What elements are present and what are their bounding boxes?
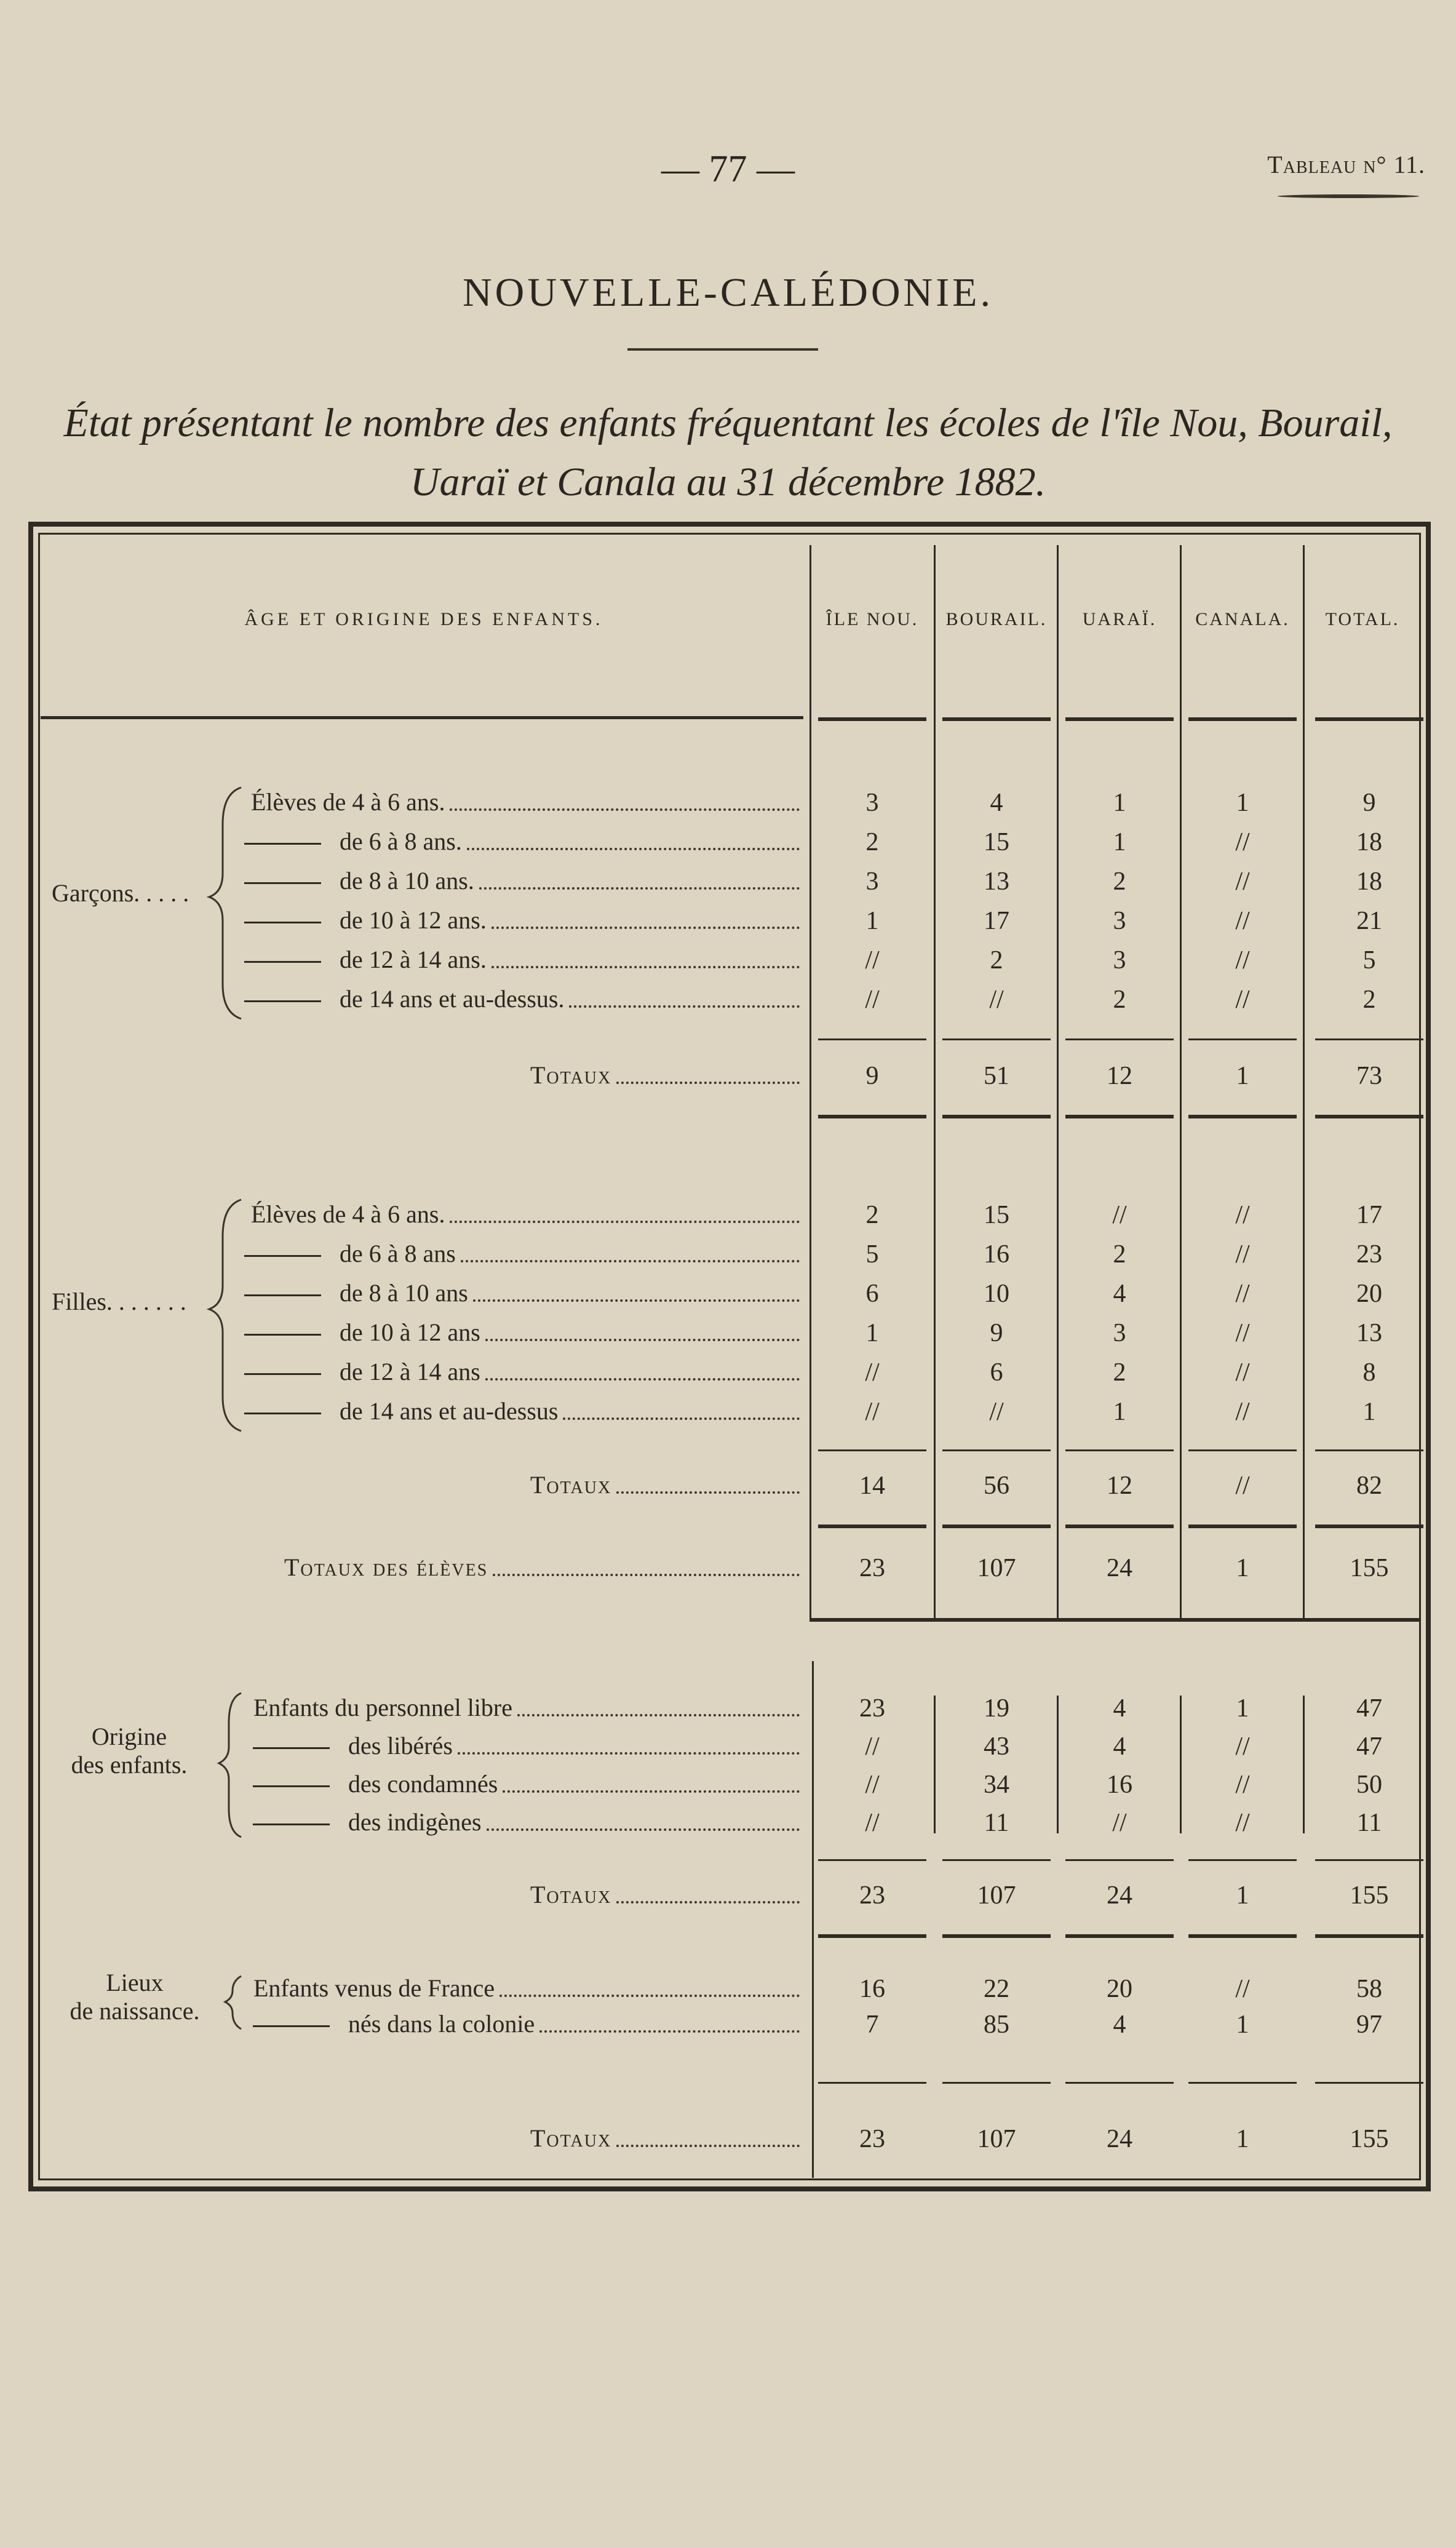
dotted-leader bbox=[539, 2030, 800, 2033]
row-label: Enfants du personnel libre bbox=[253, 1694, 512, 1721]
cell-ile-nou: 5 bbox=[865, 1240, 879, 1269]
rule-lieux-subtotal-total bbox=[1315, 2082, 1423, 2084]
cell-canala: 1 bbox=[1236, 1881, 1249, 1910]
cell-bourail: 107 bbox=[977, 2125, 1016, 2153]
cell-bourail: // bbox=[989, 1398, 1004, 1426]
rule-filles-subtotal-canala bbox=[1188, 1449, 1297, 1451]
rule-lieux-subtotal-ile-nou bbox=[818, 2082, 926, 2084]
rule-origine-subtotal-uarai bbox=[1065, 1859, 1174, 1861]
cell-total: 17 bbox=[1356, 1201, 1382, 1229]
cell-total: 8 bbox=[1363, 1358, 1376, 1387]
rule-eleves-bottom bbox=[810, 1618, 1421, 1622]
cell-total: 73 bbox=[1356, 1062, 1382, 1090]
column-header-ile-nou: ÎLE NOU. bbox=[825, 609, 919, 629]
row-label: Élèves de 4 à 6 ans. bbox=[251, 788, 445, 816]
cell-canala: // bbox=[1235, 1240, 1250, 1269]
leader-dash bbox=[244, 1255, 321, 1257]
cell-bourail: 10 bbox=[984, 1280, 1009, 1308]
dotted-leader bbox=[467, 848, 800, 850]
dotted-leader bbox=[485, 1339, 800, 1341]
cell-bourail: 15 bbox=[984, 1201, 1009, 1229]
cell-bourail: 6 bbox=[990, 1358, 1003, 1387]
group-label-filles: Filles. . . . . . . bbox=[52, 1288, 186, 1315]
rule-lieux-subtotal-bourail bbox=[942, 2082, 1051, 2084]
cell-total: 5 bbox=[1363, 946, 1376, 975]
dotted-leader bbox=[450, 1221, 800, 1223]
row-label: de 12 à 14 ans. bbox=[340, 946, 487, 973]
cell-canala: 1 bbox=[1236, 1554, 1249, 1582]
dotted-leader bbox=[563, 1417, 800, 1420]
cell-ile-nou: // bbox=[865, 986, 880, 1014]
rule-filles-subtotal-uarai bbox=[1065, 1449, 1174, 1451]
row-label: Totaux bbox=[530, 1881, 612, 1908]
cell-ile-nou: 9 bbox=[865, 1062, 879, 1090]
cell-uarai: 1 bbox=[1113, 1398, 1126, 1426]
rule-garcons-total-ile-nou bbox=[818, 1115, 926, 1118]
dotted-leader bbox=[616, 1082, 800, 1084]
rule-garcons-total-canala bbox=[1188, 1115, 1297, 1118]
dotted-leader bbox=[493, 1574, 800, 1576]
dotted-leader bbox=[517, 1714, 800, 1716]
leader-dash bbox=[244, 882, 321, 884]
cell-canala: // bbox=[1235, 1398, 1250, 1426]
group-label-origine bbox=[55, 1723, 203, 1779]
cell-uarai: 1 bbox=[1113, 789, 1126, 817]
dotted-leader bbox=[491, 966, 800, 968]
row-label: de 14 ans et au-dessus. bbox=[340, 985, 565, 1013]
row-label: Enfants venus de France bbox=[253, 1974, 495, 2002]
title-rule bbox=[627, 348, 818, 351]
leader-dash bbox=[244, 1000, 321, 1002]
cell-total: 18 bbox=[1356, 867, 1382, 896]
dotted-leader bbox=[461, 1260, 800, 1262]
cell-ile-nou: // bbox=[865, 946, 880, 975]
leader-dash bbox=[253, 1824, 330, 1825]
cell-total: 23 bbox=[1356, 1240, 1382, 1269]
row-label: de 12 à 14 ans bbox=[340, 1358, 480, 1385]
cell-total: 155 bbox=[1350, 1554, 1389, 1582]
rule-garcons-subtotal-uarai bbox=[1065, 1038, 1174, 1040]
leader-dash bbox=[244, 1413, 321, 1414]
rule-origine-total-canala bbox=[1188, 1934, 1297, 1938]
rule-lieux-subtotal-canala bbox=[1188, 2082, 1297, 2084]
row-label: de 6 à 8 ans. bbox=[340, 827, 462, 855]
cell-bourail: 17 bbox=[984, 907, 1009, 935]
dotted-leader bbox=[616, 2145, 800, 2147]
cell-bourail: 9 bbox=[990, 1319, 1003, 1347]
cell-ile-nou: 2 bbox=[865, 1201, 879, 1229]
cell-canala: // bbox=[1235, 1280, 1250, 1308]
group-label-lieux-line-2: de naissance. bbox=[70, 1997, 200, 2025]
cell-canala: // bbox=[1235, 867, 1250, 896]
column-header-total: TOTAL. bbox=[1325, 609, 1400, 629]
column-separator-lower-3 bbox=[1057, 1696, 1059, 1833]
row-label: de 10 à 12 ans. bbox=[340, 906, 487, 934]
dotted-leader bbox=[473, 1299, 800, 1302]
dotted-leader bbox=[485, 1378, 800, 1381]
cell-ile-nou: 1 bbox=[865, 1319, 879, 1347]
table-frame-inner bbox=[38, 533, 1421, 2180]
subtitle bbox=[62, 394, 1394, 512]
row-label: de 8 à 10 ans. bbox=[340, 867, 474, 895]
cell-total: 47 bbox=[1356, 1694, 1382, 1723]
cell-ile-nou: // bbox=[865, 1771, 880, 1799]
cell-canala: // bbox=[1235, 1201, 1250, 1229]
rule-header-canala bbox=[1188, 717, 1297, 721]
rule-header-uarai bbox=[1065, 717, 1174, 721]
cell-uarai: 2 bbox=[1113, 1358, 1126, 1387]
cell-bourail: 4 bbox=[990, 789, 1003, 817]
dotted-leader bbox=[487, 1828, 800, 1831]
rule-origine-total-total bbox=[1315, 1934, 1423, 1938]
cell-total: 20 bbox=[1356, 1280, 1382, 1308]
cell-total: 97 bbox=[1356, 2011, 1382, 2039]
cell-total: 11 bbox=[1356, 1809, 1382, 1837]
group-label-lieux-line-1: Lieux bbox=[106, 1969, 164, 1996]
cell-total: 50 bbox=[1356, 1771, 1382, 1799]
cell-uarai: 12 bbox=[1107, 1062, 1132, 1090]
cell-canala: 1 bbox=[1236, 1062, 1249, 1090]
cell-bourail: 34 bbox=[984, 1771, 1009, 1799]
rule-origine-total-ile-nou bbox=[818, 1934, 926, 1938]
leader-dash bbox=[244, 1373, 321, 1375]
rule-origine-subtotal-bourail bbox=[942, 1859, 1051, 1861]
dotted-leader bbox=[479, 887, 800, 890]
cell-ile-nou: 6 bbox=[865, 1280, 879, 1308]
subtitle-line-1: État présentant le nombre des enfants fréquentant les écoles de l'île Nou, Bourail, bbox=[63, 401, 1393, 445]
cell-bourail: 16 bbox=[984, 1240, 1009, 1269]
row-label: des condamnés bbox=[348, 1770, 498, 1798]
cell-ile-nou: 16 bbox=[859, 1975, 885, 2003]
column-separator-1 bbox=[810, 545, 811, 1620]
cell-total: 18 bbox=[1356, 828, 1382, 856]
row-label: de 10 à 12 ans bbox=[340, 1318, 480, 1346]
cell-canala: // bbox=[1235, 1771, 1250, 1799]
cell-canala: 1 bbox=[1236, 2011, 1249, 2039]
cell-ile-nou: 3 bbox=[865, 867, 879, 896]
rule-filles-total-canala bbox=[1188, 1525, 1297, 1528]
group-label-garcons: Garçons. . . . . bbox=[52, 879, 189, 907]
cell-uarai: 20 bbox=[1107, 1975, 1132, 2003]
cell-uarai: 4 bbox=[1113, 1694, 1126, 1723]
column-separator-lower-5 bbox=[1303, 1696, 1305, 1833]
dotted-leader bbox=[503, 1790, 800, 1793]
column-separator-lower-2 bbox=[934, 1696, 936, 1833]
row-label: Élèves de 4 à 6 ans. bbox=[251, 1200, 445, 1228]
rule-origine-total-uarai bbox=[1065, 1934, 1174, 1938]
cell-bourail: 15 bbox=[984, 828, 1009, 856]
cell-ile-nou: 23 bbox=[859, 2125, 885, 2153]
rule-origine-total-bourail bbox=[942, 1934, 1051, 1938]
cell-uarai: 3 bbox=[1113, 907, 1126, 935]
rule-filles-subtotal-total bbox=[1315, 1449, 1423, 1451]
cell-canala: // bbox=[1235, 1975, 1250, 2003]
cell-ile-nou: 23 bbox=[859, 1554, 885, 1582]
cell-uarai: 4 bbox=[1113, 2011, 1126, 2039]
cell-uarai: 3 bbox=[1113, 1319, 1126, 1347]
rule-filles-total-bourail bbox=[942, 1525, 1051, 1528]
cell-total: 1 bbox=[1363, 1398, 1376, 1426]
cell-total: 21 bbox=[1356, 907, 1382, 935]
rule-garcons-subtotal-bourail bbox=[942, 1038, 1051, 1040]
dotted-leader bbox=[450, 808, 800, 811]
dotted-leader bbox=[569, 1005, 800, 1008]
table-reference: Tableau n° 11. bbox=[1267, 151, 1425, 178]
cell-bourail: 107 bbox=[977, 1554, 1016, 1582]
rule-filles-subtotal-ile-nou bbox=[818, 1449, 926, 1451]
dotted-leader bbox=[616, 1901, 800, 1903]
cell-uarai: 24 bbox=[1107, 2125, 1132, 2153]
cell-bourail: 85 bbox=[984, 2011, 1009, 2039]
cell-ile-nou: // bbox=[865, 1809, 880, 1837]
cell-ile-nou: 1 bbox=[865, 907, 879, 935]
cell-bourail: // bbox=[989, 986, 1004, 1014]
cell-bourail: 43 bbox=[984, 1732, 1009, 1761]
rule-header-left bbox=[41, 716, 803, 719]
column-separator-2 bbox=[934, 545, 936, 1620]
cell-canala: // bbox=[1235, 907, 1250, 935]
cell-uarai: // bbox=[1112, 1809, 1127, 1837]
page-title: NOUVELLE-CALÉDONIE. bbox=[463, 270, 993, 315]
cell-uarai: // bbox=[1112, 1201, 1127, 1229]
rule-filles-subtotal-bourail bbox=[942, 1449, 1051, 1451]
leader-dash bbox=[244, 1294, 321, 1296]
cell-uarai: 4 bbox=[1113, 1732, 1126, 1761]
cell-ile-nou: 23 bbox=[859, 1694, 885, 1723]
column-separator-3 bbox=[1057, 545, 1059, 1620]
row-label: Totaux des élèves bbox=[284, 1553, 488, 1581]
cell-ile-nou: 3 bbox=[865, 789, 879, 817]
rule-garcons-subtotal-total bbox=[1315, 1038, 1423, 1040]
leader-dash bbox=[253, 2025, 330, 2027]
cell-bourail: 11 bbox=[984, 1809, 1009, 1837]
rule-header-total bbox=[1315, 717, 1423, 721]
cell-canala: 1 bbox=[1236, 2125, 1249, 2153]
cell-uarai: 2 bbox=[1113, 867, 1126, 896]
leader-dash bbox=[244, 922, 321, 923]
rule-filles-total-uarai bbox=[1065, 1525, 1174, 1528]
row-label: des libérés bbox=[348, 1732, 453, 1760]
leader-dash bbox=[244, 843, 321, 845]
row-label: Totaux bbox=[530, 2124, 612, 2152]
leader-dash bbox=[253, 1747, 330, 1749]
cell-canala: // bbox=[1235, 1319, 1250, 1347]
column-separator-5 bbox=[1303, 545, 1305, 1620]
cell-uarai: 12 bbox=[1107, 1472, 1132, 1500]
table-reference-underline bbox=[1278, 194, 1419, 198]
row-label: de 8 à 10 ans bbox=[340, 1279, 468, 1307]
column-header-canala: CANALA. bbox=[1195, 609, 1290, 629]
cell-total: 155 bbox=[1350, 2125, 1389, 2153]
cell-uarai: 2 bbox=[1113, 1240, 1126, 1269]
subtitle-line-2: Uaraï et Canala au 31 décembre 1882. bbox=[410, 460, 1046, 504]
column-separator-lower-4 bbox=[1180, 1696, 1182, 1833]
cell-uarai: 24 bbox=[1107, 1554, 1132, 1582]
rule-origine-subtotal-total bbox=[1315, 1859, 1423, 1861]
rule-garcons-total-uarai bbox=[1065, 1115, 1174, 1118]
dotted-leader bbox=[499, 1995, 800, 1997]
cell-total: 58 bbox=[1356, 1975, 1382, 2003]
cell-ile-nou: 2 bbox=[865, 828, 879, 856]
cell-uarai: 4 bbox=[1113, 1280, 1126, 1308]
dotted-leader bbox=[491, 927, 800, 929]
row-label: Totaux bbox=[530, 1471, 612, 1499]
cell-canala: // bbox=[1235, 946, 1250, 975]
cell-bourail: 56 bbox=[984, 1472, 1009, 1500]
rule-garcons-total-bourail bbox=[942, 1115, 1051, 1118]
column-separator-lower-1 bbox=[812, 1661, 814, 2178]
cell-bourail: 2 bbox=[990, 946, 1003, 975]
cell-canala: // bbox=[1235, 828, 1250, 856]
cell-total: 2 bbox=[1363, 986, 1376, 1014]
cell-bourail: 51 bbox=[984, 1062, 1009, 1090]
rule-origine-subtotal-ile-nou bbox=[818, 1859, 926, 1861]
column-header-label: ÂGE ET ORIGINE DES ENFANTS. bbox=[244, 609, 603, 629]
leader-dash bbox=[253, 1785, 330, 1787]
cell-canala: // bbox=[1235, 986, 1250, 1014]
rule-garcons-total-total bbox=[1315, 1115, 1423, 1118]
group-label-origine-line-1: Origine bbox=[91, 1723, 167, 1750]
cell-canala: 1 bbox=[1236, 1694, 1249, 1723]
cell-canala: // bbox=[1235, 1809, 1250, 1837]
rule-garcons-subtotal-canala bbox=[1188, 1038, 1297, 1040]
cell-bourail: 13 bbox=[984, 867, 1009, 896]
row-label: Totaux bbox=[530, 1061, 612, 1089]
row-label: nés dans la colonie bbox=[348, 2010, 535, 2038]
leader-dash bbox=[244, 961, 321, 963]
cell-canala: 1 bbox=[1236, 789, 1249, 817]
rule-filles-total-total bbox=[1315, 1525, 1423, 1528]
cell-canala: // bbox=[1235, 1732, 1250, 1761]
cell-total: 47 bbox=[1356, 1732, 1382, 1761]
cell-uarai: 2 bbox=[1113, 986, 1126, 1014]
rule-header-ile-nou bbox=[818, 717, 926, 721]
column-separator-4 bbox=[1180, 545, 1182, 1620]
cell-ile-nou: 23 bbox=[859, 1881, 885, 1910]
page-number: — 77 — bbox=[661, 148, 795, 190]
cell-ile-nou: // bbox=[865, 1358, 880, 1387]
cell-total: 82 bbox=[1356, 1472, 1382, 1500]
cell-bourail: 107 bbox=[977, 1881, 1016, 1910]
cell-uarai: 1 bbox=[1113, 828, 1126, 856]
cell-uarai: 16 bbox=[1107, 1771, 1132, 1799]
leader-dash bbox=[244, 1334, 321, 1336]
cell-canala: // bbox=[1235, 1472, 1250, 1500]
cell-uarai: 24 bbox=[1107, 1881, 1132, 1910]
cell-total: 9 bbox=[1363, 789, 1376, 817]
cell-ile-nou: 7 bbox=[865, 2011, 879, 2039]
dotted-leader bbox=[458, 1752, 800, 1755]
cell-bourail: 22 bbox=[984, 1975, 1009, 2003]
row-label: de 14 ans et au-dessus bbox=[340, 1397, 559, 1425]
cell-total: 155 bbox=[1350, 1881, 1389, 1910]
rule-origine-subtotal-canala bbox=[1188, 1859, 1297, 1861]
cell-bourail: 19 bbox=[984, 1694, 1009, 1723]
rule-lieux-subtotal-uarai bbox=[1065, 2082, 1174, 2084]
cell-canala: // bbox=[1235, 1358, 1250, 1387]
cell-uarai: 3 bbox=[1113, 946, 1126, 975]
row-label: des indigènes bbox=[348, 1808, 482, 1836]
cell-ile-nou: // bbox=[865, 1398, 880, 1426]
rule-garcons-subtotal-ile-nou bbox=[818, 1038, 926, 1040]
cell-ile-nou: 14 bbox=[859, 1472, 885, 1500]
cell-ile-nou: // bbox=[865, 1732, 880, 1761]
column-header-bourail: BOURAIL. bbox=[945, 609, 1048, 629]
column-header-uarai: UARAÏ. bbox=[1082, 609, 1157, 629]
rule-filles-total-ile-nou bbox=[818, 1525, 926, 1528]
row-label: de 6 à 8 ans bbox=[340, 1240, 456, 1267]
cell-total: 13 bbox=[1356, 1319, 1382, 1347]
group-label-lieux bbox=[52, 1969, 218, 2025]
rule-header-bourail bbox=[942, 717, 1051, 721]
dotted-leader bbox=[616, 1491, 800, 1494]
group-label-origine-line-2: des enfants. bbox=[71, 1751, 188, 1779]
